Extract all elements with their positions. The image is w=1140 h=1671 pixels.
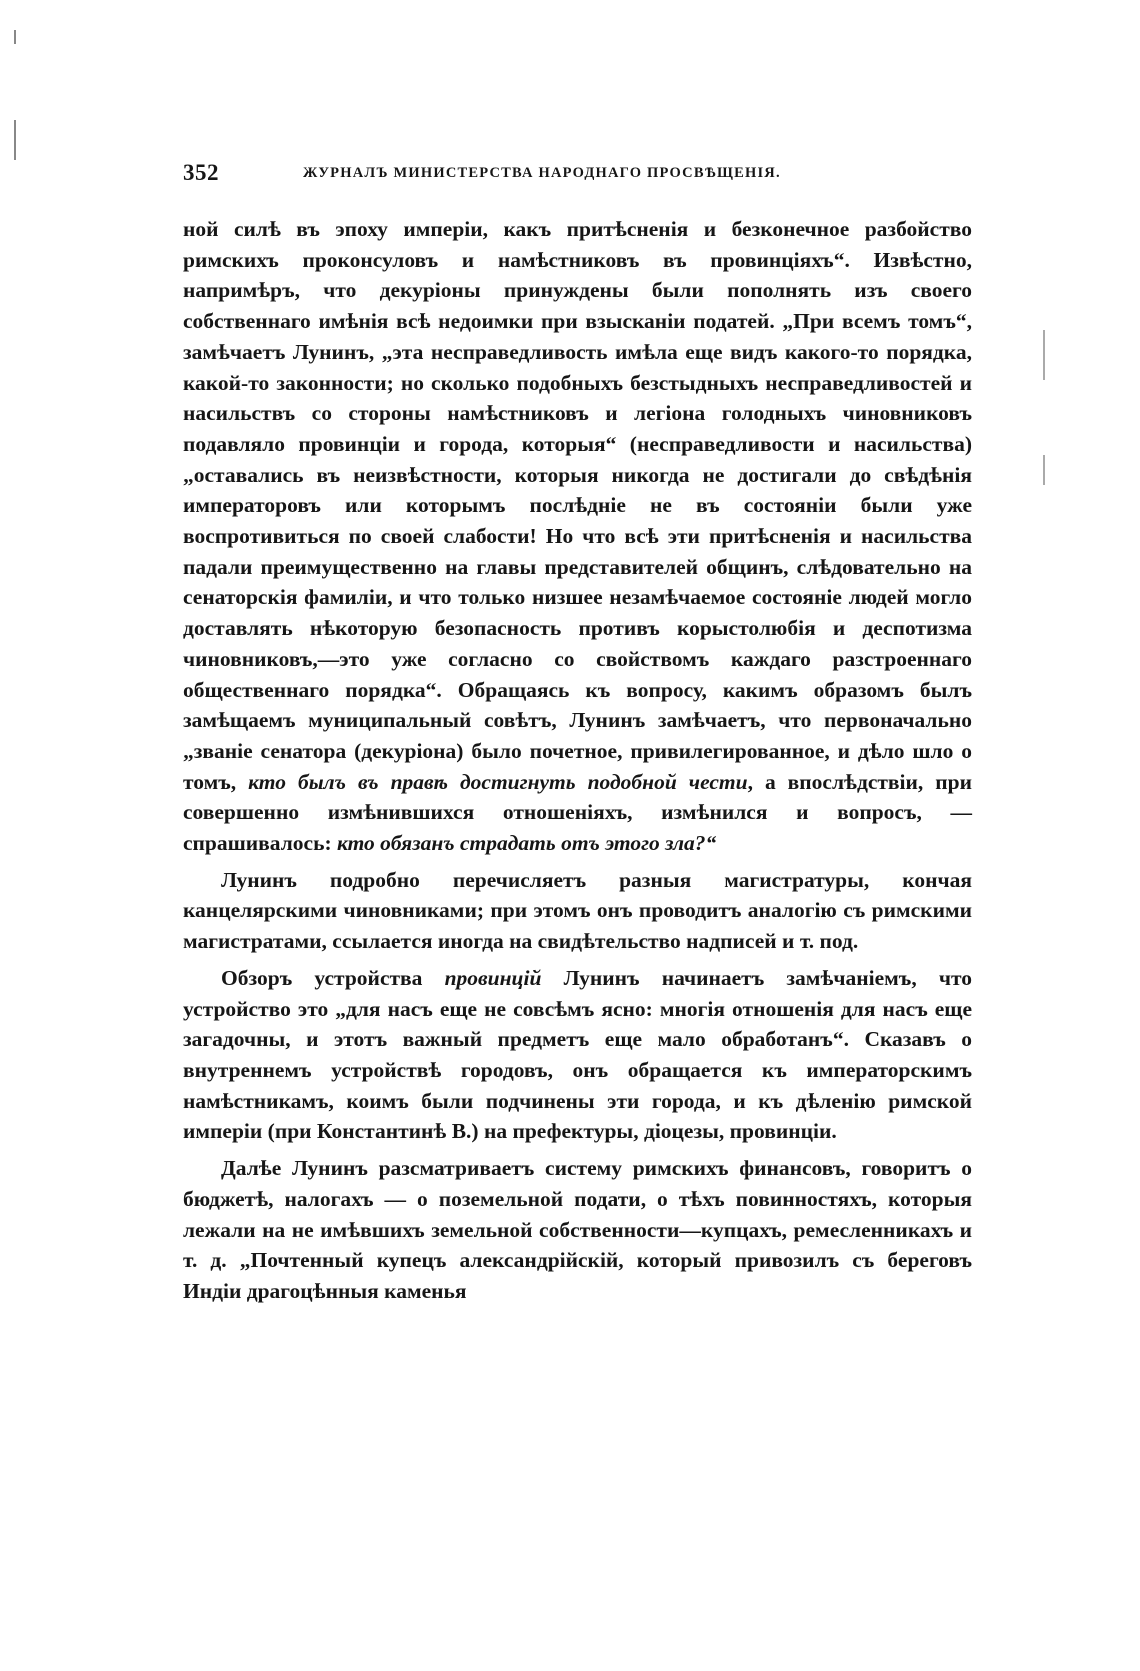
scan-edge-mark <box>1043 330 1045 380</box>
scan-edge-mark <box>14 30 16 44</box>
italic-segment: кто обязанъ страдать отъ этого зла?“ <box>337 831 717 856</box>
italic-segment: провинцій <box>444 965 542 990</box>
paragraph-3 <box>183 963 972 1147</box>
text-segment: Далѣе Лунинъ разсматриваетъ систему римскихъ финансовъ, говоритъ о бюджетѣ, налогахъ — о поземельной подати, о тѣхъ повинностяхъ, которыя лежали на не имѣвшихъ земельной собственности—купцахъ, ремесленникахъ и т. д. „Почтенный купецъ александрійскій, который привозилъ съ береговъ Индіи драгоцѣнныя каменья <box>183 1156 972 1303</box>
page-header <box>183 160 973 190</box>
paragraph-4 <box>183 1153 972 1307</box>
text-segment: Лунинъ начинаетъ замѣчаніемъ, что устройство это „для насъ еще не совсѣмъ ясно: многія отношенія для насъ еще загадочны, и этотъ важный предметъ еще мало обработанъ“. Сказавъ о внутреннемъ устройствѣ городовъ, онъ обращается къ императорскимъ намѣстникамъ, коимъ были подчинены эти города, и къ дѣленію римской имперіи (при Константинѣ В.) на префектуры, діоцезы, провинціи. <box>183 965 973 1144</box>
running-title: ЖУРНАЛЪ МИНИСТЕРСТВА НАРОДНАГО ПРОСВѢЩЕНІЯ. <box>303 165 781 181</box>
scan-edge-mark <box>1043 455 1045 485</box>
scan-edge-mark <box>14 120 16 160</box>
paragraph-2 <box>183 865 972 957</box>
italic-segment: кто былъ въ правѣ достигнуть подобной чести <box>248 769 748 794</box>
text-segment: Лунинъ подробно перечисляетъ разныя магистратуры, кончая канцелярскими чиновниками; при этомъ онъ проводитъ аналогію съ римскими магистратами, ссылается иногда на свидѣтельство надписей и т. под. <box>183 867 972 954</box>
page-number: 352 <box>183 160 219 185</box>
text-segment: Обзоръ устройства <box>221 965 445 990</box>
text-segment: ной силѣ въ эпоху имперіи, какъ притѣсненія и безконечное разбойство римскихъ проконсуловъ и намѣстниковъ въ провинціяхъ“. Извѣстно, напримѣръ, что декуріоны принуждены были пополнять изъ своего собственнаго имѣнія всѣ недоимки при взысканіи податей. „При всемъ томъ“, замѣчаетъ Лунинъ, „эта несправедливость имѣла еще видъ какого-то порядка, какой-то законности; но сколько подобныхъ безстыдныхъ несправедливостей и насильствъ со стороны намѣстниковъ и легіона голодныхъ чиновниковъ подавляло провинціи и города, которыя“ (несправедливости и насильства) „оставались въ неизвѣстности, которыя никогда не достигали до свѣдѣнія императоровъ или которымъ послѣдніе не въ состояніи были уже воспротивиться по своей слабости! Но что всѣ эти притѣсненія и насильства падали преимущественно на главы представителей общинъ, слѣдовательно на сенаторскія фамиліи, и что только низшее незамѣчаемое состояніе людей могло доставлять нѣкоторую безопасность противъ корыстолюбія и деспотизма чиновниковъ,—это уже согласно со свойствомъ каждаго разстроеннаго общественнаго порядка“. Обращаясь къ вопросу, какимъ образомъ былъ замѣщаемъ муниципальный совѣтъ, Лунинъ замѣчаетъ, что первоначально „званіе сенатора (декуріона) было почетное, привилегированное, и дѣло шло о томъ, <box>183 217 972 794</box>
text-segment: , а впослѣдствіи, при совершенно измѣнившихся отношеніяхъ, измѣнился и вопросъ, — спрашивалось: <box>183 769 972 856</box>
body-text <box>183 214 972 1313</box>
paragraph-1 <box>183 214 972 859</box>
